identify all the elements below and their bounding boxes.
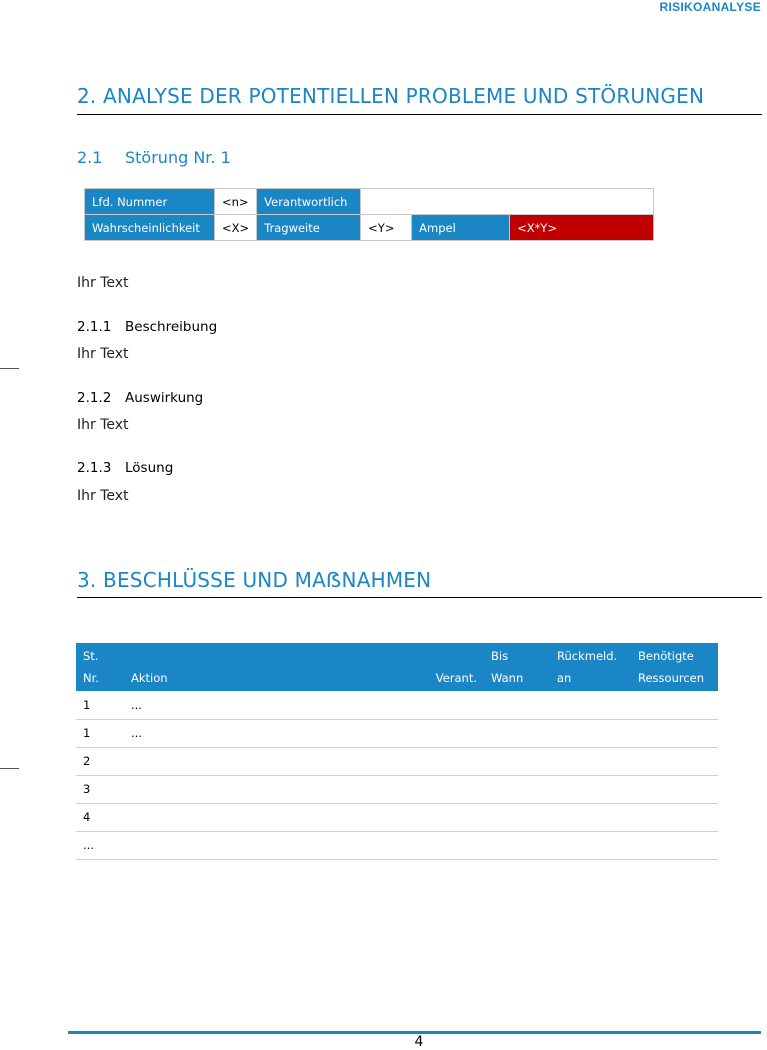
row-cell[interactable] [414,691,484,719]
table-row [76,691,718,719]
row-cell[interactable] [414,747,484,775]
row-aktion-cell[interactable] [124,803,414,831]
item-heading-auswirkung [77,390,203,406]
table-row [76,775,718,803]
row-cell[interactable] [414,719,484,747]
info-row-1 [85,189,654,215]
row-cell[interactable] [484,831,550,859]
margin-mark [0,768,19,769]
item-heading-loesung [77,460,173,476]
header-row-2 [76,667,718,691]
page-number: 4 [414,1034,424,1050]
row-cell[interactable] [550,775,631,803]
running-header: RISIKOANALYSE [659,0,761,14]
wahrscheinlichkeit-label: Wahrscheinlichkeit [85,215,215,241]
section-3-rule [77,597,762,598]
item-text-beschreibung: Ihr Text [77,346,129,362]
row-cell[interactable] [484,747,550,775]
section-2-heading: 2. ANALYSE DER POTENTIELLEN PROBLEME UND STÖRUNGEN [77,84,705,108]
header-ressourcen: Ressourcen [631,667,718,691]
header-st: St. [76,643,124,667]
row-cell[interactable] [414,831,484,859]
row-number-cell[interactable]: 3 [76,775,124,803]
header-an: an [550,667,631,691]
item-title: Auswirkung [125,390,204,406]
item-title: Beschreibung [125,319,218,335]
header-row-1 [76,643,718,667]
row-number-cell[interactable]: ... [76,831,124,859]
item-number: 2.1.3 [77,460,112,476]
header-wann: Wann [484,667,550,691]
row-cell[interactable] [631,691,718,719]
row-aktion-cell[interactable]: ... [124,719,414,747]
row-cell[interactable] [484,803,550,831]
row-aktion-cell[interactable] [124,775,414,803]
header-benoetigte: Benötigte [631,643,718,667]
subsection-title: Störung Nr. 1 [125,148,231,167]
row-cell[interactable] [550,691,631,719]
verantwortlich-value[interactable] [361,189,654,215]
row-cell[interactable] [484,775,550,803]
row-cell[interactable] [631,747,718,775]
subsection-number: 2.1 [77,148,103,167]
tragweite-value[interactable]: <Y> [361,215,412,241]
header-verant-top [414,643,484,667]
info-row-2 [85,215,654,241]
row-cell[interactable] [631,719,718,747]
ampel-value[interactable]: <X*Y> [510,215,654,241]
lfd-nummer-value[interactable]: <n> [215,189,257,215]
header-rueckmeld: Rückmeld. [550,643,631,667]
item-number: 2.1.1 [77,319,112,335]
disruption-info-table [84,188,654,241]
table-row [76,803,718,831]
row-aktion-cell[interactable] [124,747,414,775]
row-cell[interactable] [550,803,631,831]
item-text-loesung: Ihr Text [77,488,129,504]
wahrscheinlichkeit-value[interactable]: <X> [215,215,257,241]
row-cell[interactable] [550,719,631,747]
item-number: 2.1.2 [77,390,112,406]
item-heading-beschreibung [77,319,217,335]
row-aktion-cell[interactable]: ... [124,691,414,719]
item-text-auswirkung: Ihr Text [77,417,129,433]
row-number-cell[interactable]: 4 [76,803,124,831]
row-cell[interactable] [550,747,631,775]
header-aktion: Aktion [124,667,414,691]
row-cell[interactable] [484,691,550,719]
row-cell[interactable] [550,831,631,859]
verantwortlich-label: Verantwortlich [257,189,361,215]
ampel-label: Ampel [412,215,510,241]
row-cell[interactable] [414,803,484,831]
header-bis: Bis [484,643,550,667]
row-number-cell[interactable]: 1 [76,719,124,747]
item-title: Lösung [125,460,174,476]
table-row [76,831,718,859]
row-cell[interactable] [484,719,550,747]
row-number-cell[interactable]: 2 [76,747,124,775]
row-cell[interactable] [414,775,484,803]
subsection-2-1-heading [77,148,231,167]
row-cell[interactable] [631,803,718,831]
header-verant: Verant. [414,667,484,691]
header-nr: Nr. [76,667,124,691]
row-cell[interactable] [631,775,718,803]
row-number-cell[interactable]: 1 [76,691,124,719]
margin-mark [0,368,19,369]
table-row [76,719,718,747]
row-aktion-cell[interactable] [124,831,414,859]
measures-table [76,643,718,860]
table-row [76,747,718,775]
lfd-nummer-label: Lfd. Nummer [85,189,215,215]
row-cell[interactable] [631,831,718,859]
intro-text: Ihr Text [77,275,129,291]
header-aktion-top [124,643,414,667]
tragweite-label: Tragweite [257,215,361,241]
section-3-heading: 3. BESCHLÜSSE UND MAẞNAHMEN [77,568,432,592]
section-2-rule [77,114,762,115]
